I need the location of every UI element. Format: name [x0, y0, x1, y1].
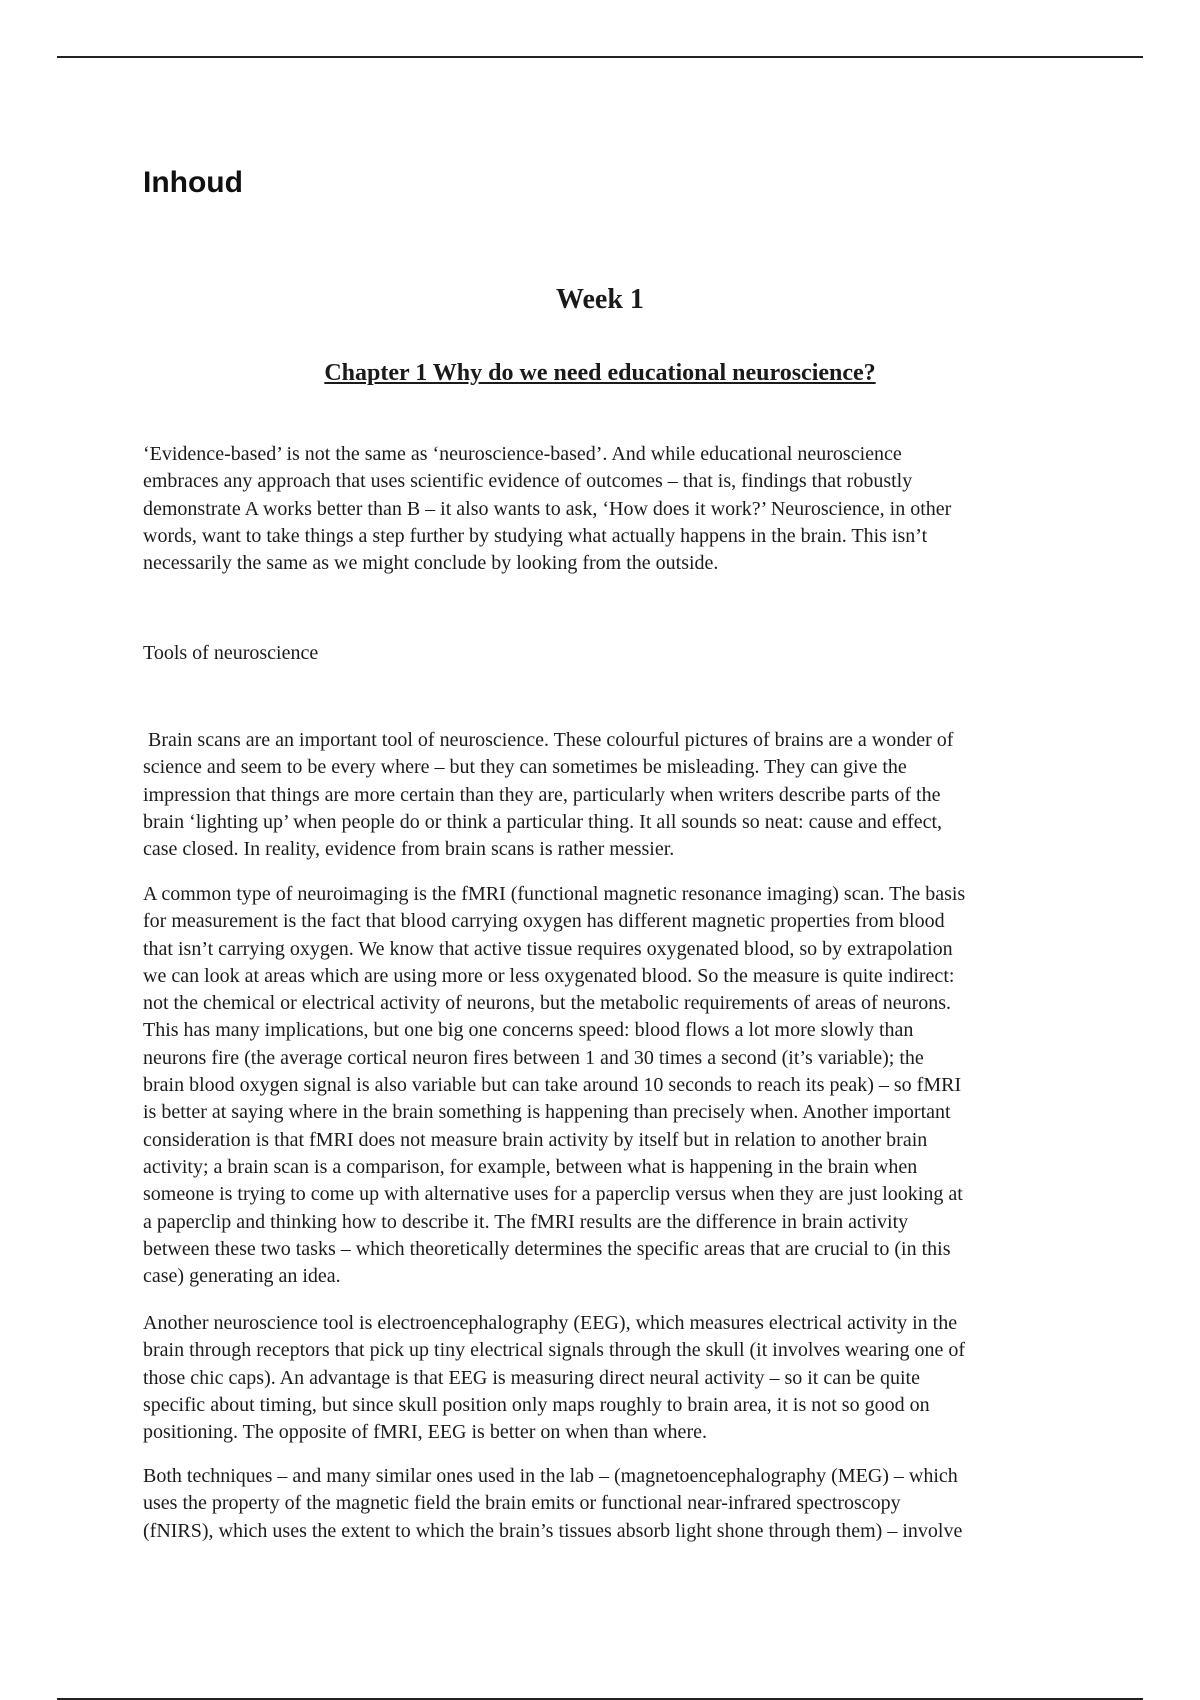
paragraph-line: ‘Evidence-based’ is not the same as ‘neuroscience-based’. And while educational neuroscience: [143, 443, 902, 465]
paragraph-line: specific about timing, but since skull position only maps roughly to brain area, it is not so good on: [143, 1393, 930, 1416]
paragraph-line: case closed. In reality, evidence from brain scans is rather messier.: [143, 838, 675, 861]
paragraph-line: consideration is that fMRI does not measure brain activity by itself but in relation to another brain: [143, 1128, 928, 1151]
paragraph-line: A common type of neuroimaging is the fMRI (functional magnetic resonance imaging) scan. The basis: [143, 883, 966, 905]
paragraph-line: activity; a brain scan is a comparison, for example, between what is happening in the brain when: [143, 1155, 918, 1178]
chapter-title: Chapter 1 Why do we need educational neuroscience?: [324, 360, 876, 386]
paragraph-line: This has many implications, but one big one concerns speed: blood flows a lot more slowly than: [143, 1019, 914, 1042]
paragraph-line: science and seem to be every where – but they can sometimes be misleading. They can give the: [143, 756, 907, 779]
page-top-rule: [57, 56, 1143, 58]
section-label: Tools of neuroscience: [143, 642, 319, 664]
toc-heading: Inhoud: [143, 166, 243, 199]
paragraph-line: brain through receptors that pick up tiny electrical signals through the skull (it involves wearing one of: [143, 1339, 966, 1362]
paragraph-line: impression that things are more certain than they are, particularly when writers describe parts of the: [143, 783, 941, 806]
paragraph-line: embraces any approach that uses scientific evidence of outcomes – that is, findings that robustly: [143, 470, 913, 493]
paragraph-line: demonstrate A works better than B – it also wants to ask, ‘How does it work?’ Neuroscience, in other: [143, 497, 952, 520]
paragraph-line: case) generating an idea.: [143, 1265, 341, 1288]
paragraph-line: words, want to take things a step further by studying what actually happens in the brain. This isn’t: [143, 524, 928, 547]
eeg-paragraph: [143, 1310, 1063, 1446]
paragraph-line: brain blood oxygen signal is also variable but can take around 10 seconds to reach its peak) – so fMRI: [143, 1074, 962, 1097]
paragraph-line: a paperclip and thinking how to describe it. The fMRI results are the difference in brain activity: [143, 1210, 909, 1233]
paragraph-line: neurons fire (the average cortical neuron fires between 1 and 30 times a second (it’s variable); the: [143, 1046, 924, 1069]
paragraph-line: between these two tasks – which theoretically determines the specific areas that are crucial to (in this: [143, 1237, 951, 1260]
week-title: Week 1: [556, 284, 644, 315]
paragraph-line: positioning. The opposite of fMRI, EEG is better on when than where.: [143, 1421, 707, 1444]
fmri-paragraph: [143, 881, 1063, 1290]
paragraph-line: brain ‘lighting up’ when people do or think a particular thing. It all sounds so neat: cause and effect,: [143, 810, 943, 833]
intro-paragraph: [143, 441, 1063, 577]
paragraph-line: for measurement is the fact that blood carrying oxygen has different magnetic properties from blood: [143, 910, 945, 933]
paragraph-line: Brain scans are an important tool of neuroscience. These colourful pictures of brains are a wonder of: [143, 729, 954, 751]
paragraph-line: Both techniques – and many similar ones used in the lab – (magnetoencephalography (MEG) – which: [143, 1465, 958, 1487]
paragraph-line: not the chemical or electrical activity of neurons, but the metabolic requirements of areas of neurons.: [143, 992, 952, 1015]
paragraph-line: that isn’t carrying oxygen. We know that active tissue requires oxygenated blood, so by extrapolation: [143, 937, 953, 960]
paragraph-line: Another neuroscience tool is electroencephalography (EEG), which measures electrical activity in the: [143, 1312, 958, 1334]
paragraph-line: we can look at areas which are using more or less oxygenated blood. So the measure is quite indirect:: [143, 964, 955, 987]
paragraph-line: someone is trying to come up with alternative uses for a paperclip versus when they are just looking at: [143, 1183, 963, 1206]
paragraph-line: necessarily the same as we might conclude by looking from the outside.: [143, 552, 719, 575]
brain-scans-paragraph: [143, 727, 1063, 863]
paragraph-line: those chic caps). An advantage is that EEG is measuring direct neural activity – so it can be quite: [143, 1366, 920, 1389]
paragraph-line: uses the property of the magnetic field the brain emits or functional near-infrared spectroscopy: [143, 1492, 901, 1515]
paragraph-line: (fNIRS), which uses the extent to which the brain’s tissues absorb light shone through them) – involve: [143, 1519, 963, 1542]
paragraph-line: is better at saying where in the brain something is happening than precisely when. Another important: [143, 1101, 951, 1124]
both-techniques-paragraph: [143, 1463, 1063, 1545]
